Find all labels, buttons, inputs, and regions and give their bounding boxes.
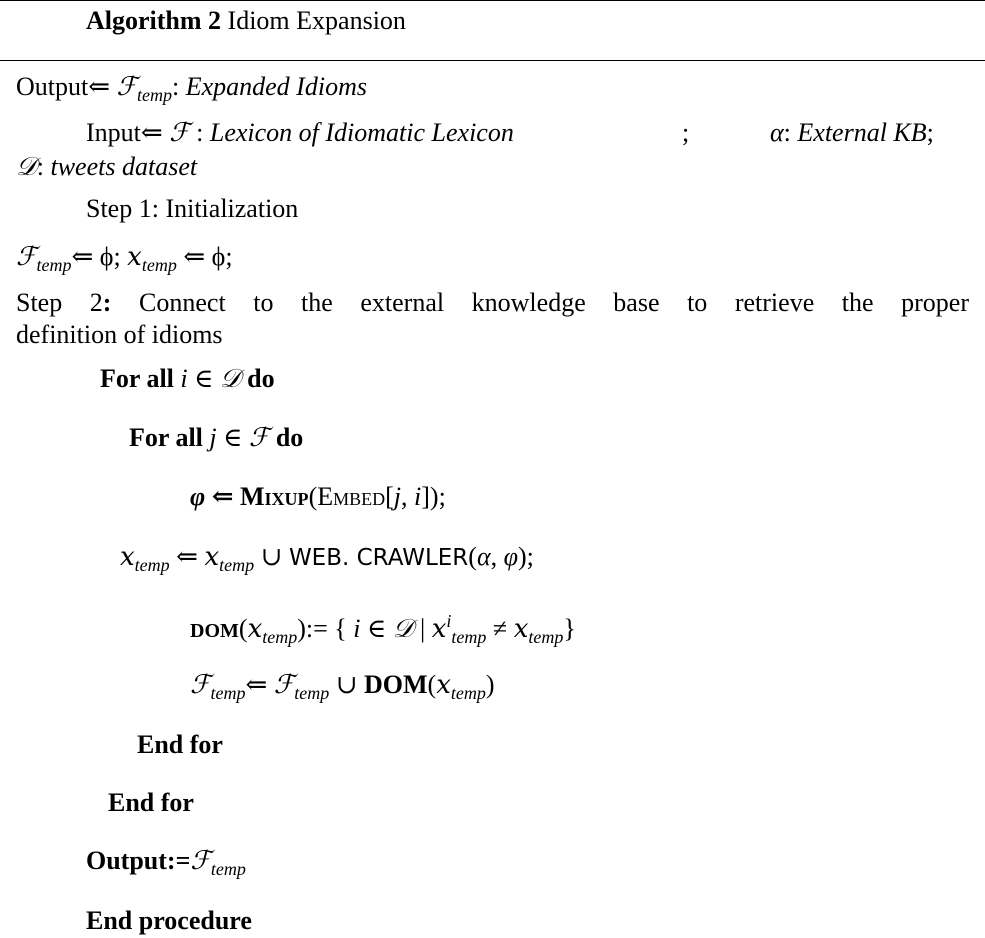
assign-arrow-icon: ⇐	[245, 670, 268, 699]
caption-rule	[0, 60, 985, 61]
dataset-line: 𝒟: tweets dataset	[16, 152, 198, 181]
input-line: Input⇐ ℱ : Lexicon of Idiomatic Lexicon ; α: External KB;	[86, 118, 934, 147]
mixup-line: φ ⇐ Mixup(Embed[j, i]);	[190, 482, 446, 511]
step2-line: Step 2: Connect to the external knowledge base to retrieve the proper	[16, 288, 969, 317]
end-procedure: End procedure	[86, 906, 252, 935]
crawler-line: 𝑥$_{temp}$ ⇐ 𝑥$_{temp}$ ∪ WEB. CRAWLER(α, φ);	[120, 542, 534, 575]
assign-arrow-icon: ⇐	[88, 72, 111, 101]
dom-definition-line: DOM(𝑥$_{temp}$):= { i ∈ 𝒟 | 𝑥$^i_{temp}$ ≠ 𝑥$_{temp}$}	[190, 611, 576, 647]
assign-arrow-icon: ⇐	[183, 242, 206, 271]
assign-arrow-icon: ⇐	[211, 482, 234, 511]
outer-loop: For all i ∈ 𝒟 do	[100, 364, 275, 393]
assign-arrow-icon: ⇐	[71, 242, 94, 271]
step2-continuation: definition of idioms	[16, 320, 223, 349]
final-output-line: Output:=ℱ$_{temp}$	[86, 846, 246, 879]
assign-arrow-icon: ⇐	[140, 118, 163, 147]
step1-line: Step 1: Initialization	[86, 194, 299, 223]
top-rule	[0, 0, 985, 1]
inner-end-for: End for	[137, 730, 223, 759]
union-line: ℱ$_{temp}$⇐ ℱ$_{temp}$ ∪ DOM(𝑥$_{temp}$)	[190, 670, 495, 703]
outer-end-for: End for	[108, 788, 194, 817]
init-line: ℱ$_{temp}$⇐ ϕ; 𝑥$_{temp}$ ⇐ ϕ;	[16, 242, 233, 275]
algorithm-caption	[86, 6, 406, 36]
assign-arrow-icon: ⇐	[176, 542, 198, 571]
algorithm-label: Algorithm 2	[86, 6, 222, 35]
inner-loop: For all j ∈ ℱ do	[129, 423, 304, 452]
output-line: Output⇐ ℱ$_{temp}$: Expanded Idioms	[16, 72, 367, 105]
algorithm-title: Idiom Expansion	[227, 6, 406, 35]
